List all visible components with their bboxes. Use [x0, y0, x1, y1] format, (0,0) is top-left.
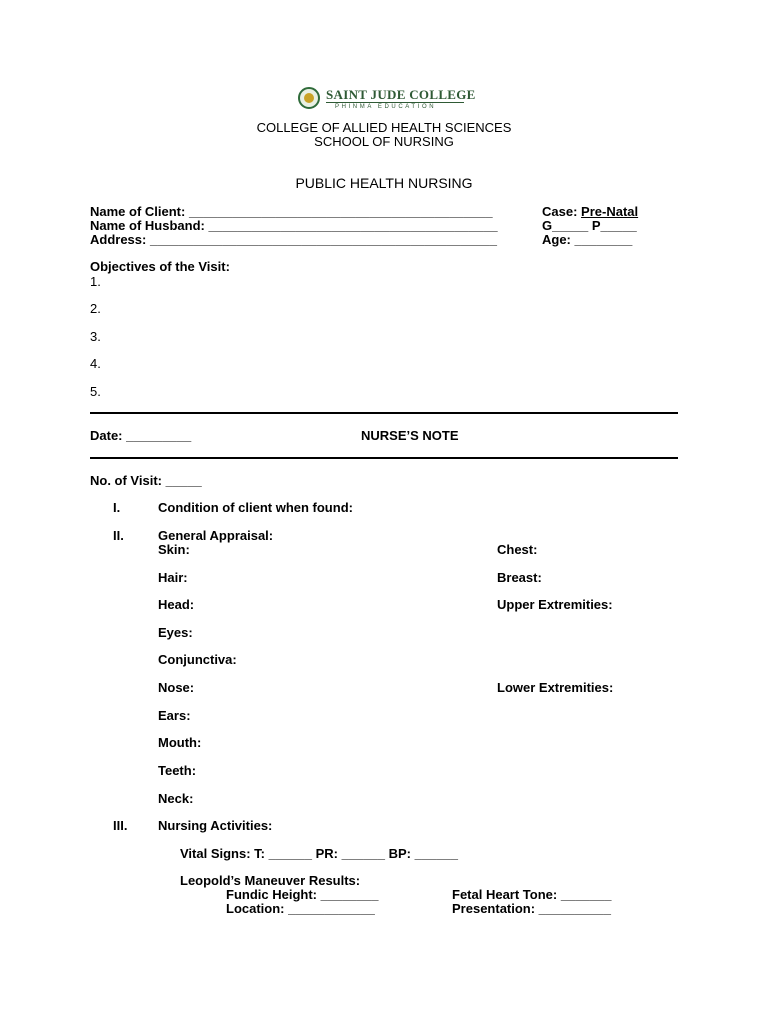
objectives-heading: Objectives of the Visit:: [90, 259, 230, 274]
section-general-appraisal: General Appraisal:: [158, 528, 274, 543]
address-field[interactable]: Address: ________________________________________________: [90, 232, 497, 247]
gravida-para-field[interactable]: G_____ P_____: [542, 218, 637, 233]
section-numeral: I.: [113, 500, 121, 515]
section-condition: Condition of client when found:: [158, 500, 353, 515]
appraisal-teeth: Teeth:: [158, 763, 197, 778]
appraisal-lower-extremities: Lower Extremities:: [497, 680, 614, 695]
fetal-heart-tone-field[interactable]: Fetal Heart Tone: _______: [452, 887, 612, 902]
school-name: SCHOOL OF NURSING: [314, 134, 454, 149]
objective-item: 1.: [90, 274, 101, 289]
college-name: COLLEGE OF ALLIED HEALTH SCIENCES: [256, 120, 512, 135]
logo-tagline: PHINMA EDUCATION: [335, 104, 437, 110]
appraisal-eyes: Eyes:: [158, 625, 193, 640]
section-nursing-activities: Nursing Activities:: [158, 818, 273, 833]
appraisal-neck: Neck:: [158, 791, 194, 806]
objective-item: 4.: [90, 356, 101, 371]
appraisal-head: Head:: [158, 597, 195, 612]
date-field[interactable]: Date: _________: [90, 428, 192, 443]
section-numeral: II.: [113, 528, 124, 543]
appraisal-mouth: Mouth:: [158, 735, 202, 750]
divider-bottom: [90, 457, 678, 459]
objective-item: 2.: [90, 301, 101, 316]
appraisal-hair: Hair:: [158, 570, 188, 585]
case-value: Pre-Natal: [581, 204, 639, 219]
objective-item: 5.: [90, 384, 101, 399]
appraisal-ears: Ears:: [158, 708, 191, 723]
fundic-height-field[interactable]: Fundic Height: ________: [226, 887, 379, 902]
college-seal-icon: [298, 87, 320, 109]
divider-top: [90, 412, 678, 414]
presentation-field[interactable]: Presentation: __________: [452, 901, 611, 916]
section-numeral: III.: [113, 818, 128, 833]
visit-number-field[interactable]: No. of Visit: _____: [90, 473, 202, 488]
case-field: [542, 205, 638, 219]
page-title: PUBLIC HEALTH NURSING: [295, 175, 473, 191]
appraisal-breast: Breast:: [497, 570, 542, 585]
appraisal-conjunctiva: Conjunctiva:: [158, 652, 237, 667]
case-label: Case:: [542, 204, 582, 219]
appraisal-chest: Chest:: [497, 542, 538, 557]
nurses-note-title: NURSE’S NOTE: [361, 428, 459, 443]
age-field[interactable]: Age: ________: [542, 232, 633, 247]
client-name-field[interactable]: Name of Client: __________________________________________: [90, 204, 493, 219]
appraisal-upper-extremities: Upper Extremities:: [497, 597, 613, 612]
vital-signs-field[interactable]: Vital Signs: T: ______ PR: ______ BP: ______: [180, 846, 458, 861]
logo-name: SAINT JUDE COLLEGE: [326, 87, 476, 102]
appraisal-nose: Nose:: [158, 680, 195, 695]
objective-item: 3.: [90, 329, 101, 344]
location-field[interactable]: Location: ____________: [226, 901, 375, 916]
appraisal-skin: Skin:: [158, 542, 190, 557]
husband-name-field[interactable]: Name of Husband: ________________________________________: [90, 218, 498, 233]
leopold-heading: Leopold’s Maneuver Results:: [180, 873, 361, 888]
